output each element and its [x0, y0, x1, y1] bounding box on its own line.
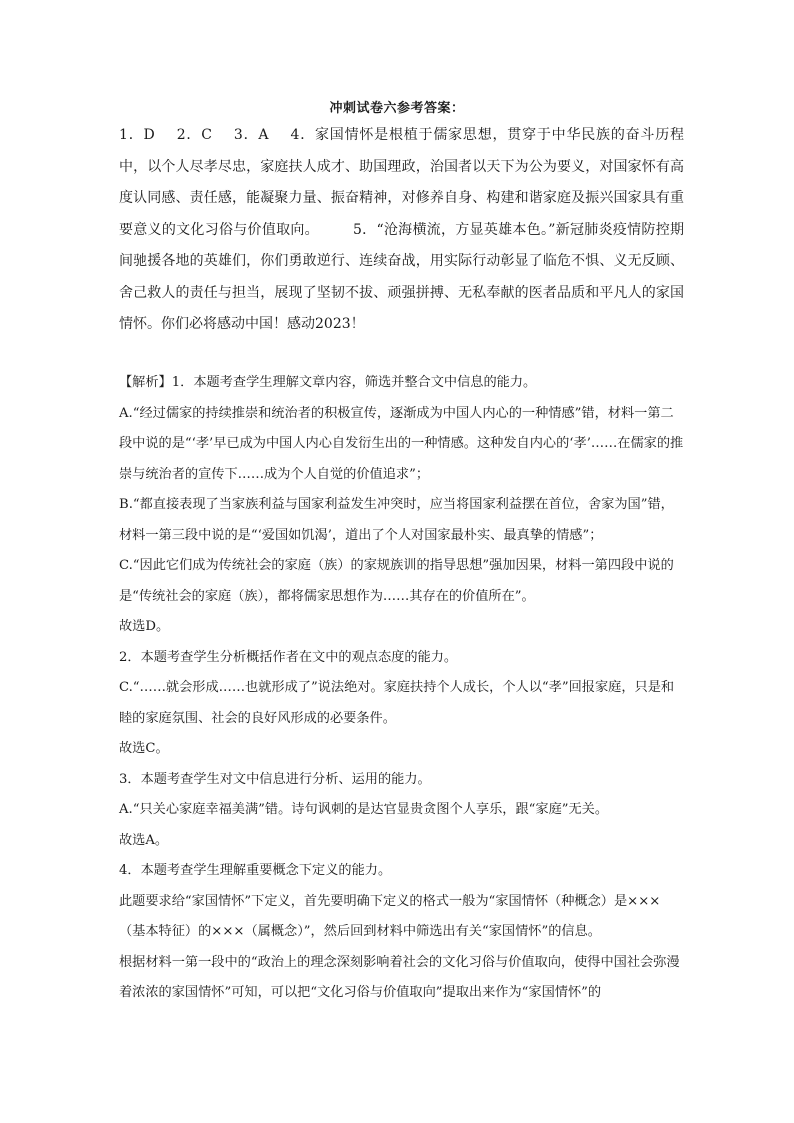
q3-option-a: A.“只关心家庭幸福美满”错。诗句讽刺的是达官显贵贪图个人享乐，跟“家庭”无关。	[119, 802, 609, 817]
q4-paragraph-2: 根据材料一第一段中的“政治上的理念深刻影响着社会的文化习俗与价值取向，使得中国社会弥漫着浓浓的家国情怀”可知，可以把“文化习俗与价值取向”提取出来作为“家国情怀”的	[119, 954, 680, 1000]
answer-3: 3．A	[233, 127, 269, 143]
q3-intro: 3．本题考查学生对文中信息进行分析、运用的能力。	[119, 771, 431, 787]
q4-intro: 4．本题考查学生理解重要概念下定义的能力。	[119, 863, 392, 878]
q2-choice: 故选C。	[119, 741, 169, 756]
answer-2: 2．C	[176, 127, 212, 143]
answer-5: 5．“沧海横流，方显英雄本色。”新冠肺炎疫情防控期间驰援各地的英雄们，你们勇敢逆行、连续奋战，用实际行动彰显了临危不惧、义无反顾、舍己救人的责任与担当，展现了坚韧不拔、顽强拼搏、无私奉献的医者品质和平凡人的家国情怀。你们必将感动中国！感动2023！	[119, 221, 684, 332]
answer-4: 4．家国情怀是根植于儒家思想，贯穿于中华民族的奋斗历程中，以个人尽孝尽忠，家庭扶人成才、助国理政，治国者以天下为公为要义，对国家怀有高度认同感、责任感，能凝聚力量、振奋精神，对修养自身、构建和谐家庭及振兴国家具有重要意义的文化习俗与价值取向。	[119, 127, 684, 238]
answer-1: 1．D	[119, 127, 155, 143]
q1-option-c: C.“因此它们成为传统社会的家庭（族）的家规族训的指导思想”强加因果，材料一第四段中说的是“传统社会的家庭（族），都将儒家思想作为……其存在的价值所在”。	[119, 558, 674, 604]
q1-option-a: A.“经过儒家的持续推崇和统治者的积极宣传，逐渐成为中国人内心的一种情感”错，材料一第二段中说的是“‘孝’早已成为中国人内心自发衍生出的一种情感。这种发自内心的‘孝’……在儒家的推崇与统治者的宣传下……成为个人自觉的价值追求”；	[119, 405, 684, 482]
q2-option-c: C.“……就会形成……也就形成了”说法绝对。家庭扶持个人成长，个人以“孝”回报家庭，只是和睦的家庭氛围、社会的良好风形成的必要条件。	[119, 680, 675, 726]
answers-block	[119, 120, 684, 341]
q2-intro: 2．本题考查学生分析概括作者在文中的观点态度的能力。	[119, 649, 458, 665]
analysis-section	[119, 368, 684, 1009]
q4-paragraph-1: 此题要求给“家国情怀”下定义，首先要明确下定义的格式一般为“家国情怀（种概念）是×××（基本特征）的×××（属概念）”，然后回到材料中筛选出有关“家国情怀”的信息。	[119, 893, 661, 939]
answer-key-title: 冲刺试卷六参考答案：	[329, 101, 465, 116]
q1-choice: 故选D。	[119, 619, 170, 634]
q1-option-b: B.“都直接表现了当家族利益与国家利益发生冲突时，应当将国家利益摆在首位，舍家为国”错，材料一第三段中说的是“‘爱国如饥渴’，道出了个人对国家最朴实、最真挚的情感”；	[119, 497, 674, 543]
analysis-intro: 【解析】1．本题考查学生理解文章内容，筛选并整合文中信息的能力。	[119, 375, 537, 390]
q3-choice: 故选A。	[119, 832, 169, 848]
